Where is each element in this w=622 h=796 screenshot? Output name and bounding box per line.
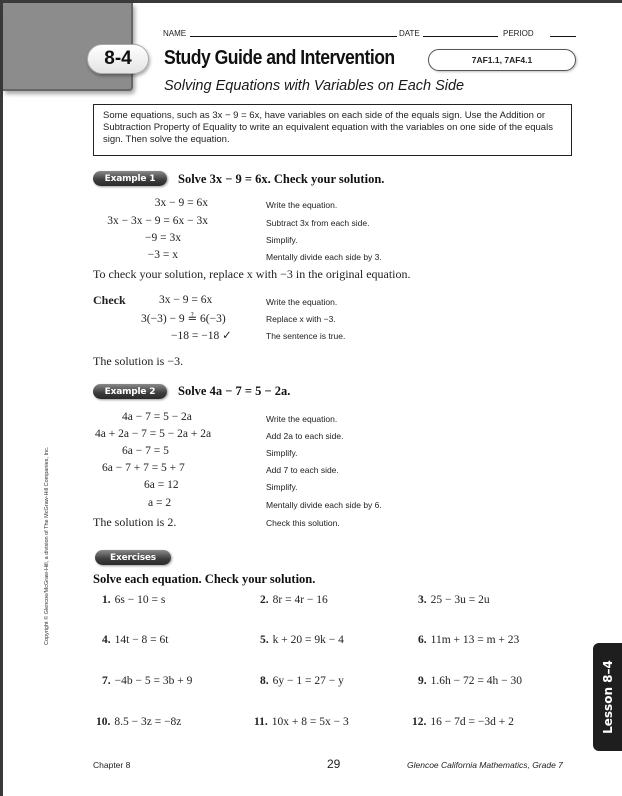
ex1-step-3-math: −9 = 3x [145,232,181,244]
ex1-check-1-note: Write the equation. [266,297,338,307]
name-label: NAME [163,29,187,38]
exercise-2: 2. 8r = 4r − 16 [260,594,328,606]
standards-badge: 7AF1.1, 7AF4.1 [428,49,576,71]
example-2-prompt: Solve 4a − 7 = 5 − 2a. [178,384,291,398]
ex2-step-4-note: Add 7 to each side. [266,465,339,475]
lesson-number-badge: 8-4 [87,44,149,74]
exercises-tag: Exercises [95,550,171,565]
example-2-tag: Example 2 [93,384,167,399]
ex2-solution: The solution is 2. [93,515,177,529]
ex1-step-3-note: Simplify. [266,235,298,245]
exercise-11: 11. 10x + 8 = 5x − 3 [254,716,349,728]
ex2-step-1-math: 4a − 7 = 5 − 2a [122,411,192,423]
footer-page-number: 29 [327,757,341,771]
period-label: PERIOD [503,29,534,38]
exercise-5: 5. k + 20 = 9k − 4 [260,634,344,646]
page-subtitle: Solving Equations with Variables on Each Side [164,78,465,94]
intro-box: Some equations, such as 3x − 9 = 6x, have variables on each side of the equals sign. Use the Addition or Subtraction Property of Equality to write an equivalent equation with the variables on one side of the equals sign. Then solve the equation. [93,104,572,156]
name-date-period-line [163,27,576,39]
exercise-4: 4. 14t − 8 = 6t [102,634,169,646]
ex1-check-label: Check [93,293,126,307]
ex1-step-1-note: Write the equation. [266,200,338,210]
copyright-notice: Copyright © Glencoe/McGraw-Hill, a division of The McGraw-Hill Companies, Inc. [44,446,50,645]
ex1-check-3-note: The sentence is true. [266,331,346,341]
exercise-9: 9. 1.6h − 72 = 4h − 30 [418,675,522,687]
ex1-check-2-note: Replace x with −3. [266,314,336,324]
ex2-step-5-note: Simplify. [266,482,298,492]
ex2-step-3-math: 6a − 7 = 5 [122,445,169,457]
exercise-7: 7. −4b − 5 = 3b + 9 [102,675,193,687]
date-label: DATE [399,29,420,38]
ex1-step-4-note: Mentally divide each side by 3. [266,252,382,262]
ex2-step-2-math: 4a + 2a − 7 = 5 − 2a + 2a [95,428,212,440]
ex1-solution: The solution is −3. [93,354,184,368]
date-field[interactable] [423,36,498,37]
ex1-check-3-math: −18 = −18 ✓ [171,330,232,342]
exercise-12: 12. 16 − 7d = −3d + 2 [412,716,514,728]
ex1-step-4-math: −3 = x [147,249,178,261]
exercise-1: 1. 6s − 10 = s [102,594,166,606]
exercise-6: 6. 11m + 13 = m + 23 [418,634,520,646]
ex1-step-1-math: 3x − 9 = 6x [154,197,208,209]
example-1-tag: Example 1 [93,171,167,186]
ex1-step-2-note: Subtract 3x from each side. [266,218,370,228]
ex2-step-2-note: Add 2a to each side. [266,431,344,441]
footer-chapter: Chapter 8 [93,760,131,770]
name-field[interactable] [190,36,397,37]
ex2-step-4-math: 6a − 7 + 7 = 5 + 7 [102,462,185,474]
ex2-step-5-math: 6a = 12 [144,479,179,491]
period-field[interactable] [550,36,576,37]
exercise-8: 8. 6y − 1 = 27 − y [260,675,344,687]
exercise-10: 10. 8.5 − 3z = −8z [96,716,182,728]
lesson-tab-label: Lesson 8–4 [600,660,615,734]
exercise-3: 3. 25 − 3u = 2u [418,594,490,606]
ex2-step-1-note: Write the equation. [266,414,338,424]
ex1-check-2-math: 3(−3) − 9 ≟ 6(−3) [141,313,226,325]
footer-book-title: Glencoe California Mathematics, Grade 7 [407,760,563,770]
ex2-step-6-note: Mentally divide each side by 6. [266,500,382,510]
page-frame-left [0,0,3,796]
ex1-check-1-math: 3x − 9 = 6x [159,294,213,306]
ex1-step-2-math: 3x − 3x − 9 = 6x − 3x [107,215,208,227]
page-title: Study Guide and Intervention [164,47,395,69]
exercises-instruction: Solve each equation. Check your solution. [93,572,316,586]
ex1-check-intro: To check your solution, replace x with −3 in the original equation. [93,267,411,281]
lesson-tab [593,643,622,751]
ex2-step-3-note: Simplify. [266,448,298,458]
ex2-solution-note: Check this solution. [266,518,340,528]
example-1-prompt: Solve 3x − 9 = 6x. Check your solution. [178,172,385,186]
ex2-step-6-math: a = 2 [148,497,172,509]
